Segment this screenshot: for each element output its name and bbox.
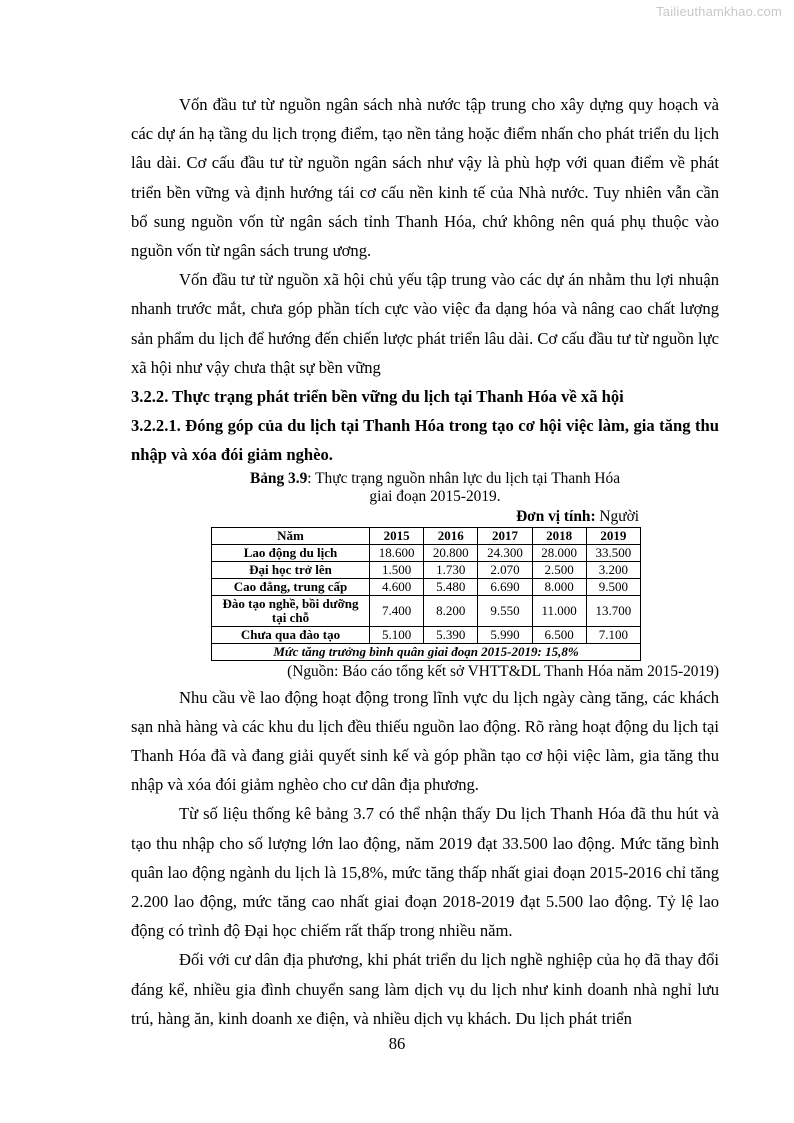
table-cell: 5.390	[424, 626, 478, 643]
table-cell: 8.200	[424, 595, 478, 626]
row-label: Lao động du lịch	[212, 544, 370, 561]
table-cell: 8.000	[532, 578, 586, 595]
table-caption	[131, 470, 719, 506]
header-2019: 2019	[586, 527, 640, 544]
section-heading: 3.2.2. Thực trạng phát triển bền vững du lịch tại Thanh Hóa về xã hội	[131, 387, 624, 407]
table-cell: 3.200	[586, 561, 640, 578]
table-cell: 7.100	[586, 626, 640, 643]
subsection-heading: 3.2.2.1. Đóng góp của du lịch tại Thanh Hóa trong tạo cơ hội việc làm, gia tăng thu nhập và xóa đói giảm nghèo.	[131, 416, 719, 465]
table-row	[212, 578, 641, 595]
paragraph-social-capital: Vốn đầu tư từ nguồn xã hội chủ yếu tập trung vào các dự án nhằm thu lợi nhuận nhanh trước mắt, chưa góp phần tích cực vào việc đa dạng hóa và nâng cao chất lượng sản phẩm du lịch để hướng đến chiến lược phát triển lâu dài. Cơ cấu đầu tư từ nguồn lực xã hội như vậy chưa thật sự bền vững	[131, 270, 719, 377]
header-2017: 2017	[478, 527, 532, 544]
table-cell: 5.990	[478, 626, 532, 643]
table-caption-label: Bảng 3.9	[249, 469, 308, 487]
table-row	[212, 595, 641, 626]
paragraph-state-budget: Vốn đầu tư từ nguồn ngân sách nhà nước tập trung cho xây dựng quy hoạch và các dự án hạ tầng du lịch trọng điểm, tạo nền tảng hoặc điểm nhấn cho phát triển du lịch lâu dài. Cơ cấu đầu tư từ nguồn ngân sách như vậy là phù hợp với quan điểm về phát triển bền vững và định hướng tái cơ cấu nền kinh tế của Nhà nước. Tuy nhiên vẫn cần bổ sung nguồn vốn từ ngân sách tỉnh Thanh Hóa, chứ không nên quá phụ thuộc vào nguồn vốn từ ngân sách trung ương.	[131, 95, 719, 261]
header-2016: 2016	[424, 527, 478, 544]
header-year: Năm	[212, 527, 370, 544]
table-row	[212, 544, 641, 561]
table-cell: 2.500	[532, 561, 586, 578]
table-footer: Mức tăng trưởng bình quân giai đoạn 2015-2019: 15,8%	[212, 643, 641, 660]
table-cell: 13.700	[586, 595, 640, 626]
watermark: Tailieuthamkhao.com	[656, 4, 782, 19]
row-label: Chưa qua đào tạo	[212, 626, 370, 643]
table-cell: 5.480	[424, 578, 478, 595]
document-body	[131, 90, 719, 1033]
row-label: Đào tạo nghề, bồi dưỡng tại chỗ	[212, 595, 370, 626]
table-header-row	[212, 527, 641, 544]
table-cell: 1.730	[424, 561, 478, 578]
table-footer-row	[212, 643, 641, 660]
row-label: Đại học trở lên	[212, 561, 370, 578]
table-cell: 18.600	[370, 544, 424, 561]
table-cell: 9.500	[586, 578, 640, 595]
table-unit	[131, 507, 719, 527]
table-row	[212, 626, 641, 643]
table-cell: 28.000	[532, 544, 586, 561]
table-cell: 9.550	[478, 595, 532, 626]
table-cell: 20.800	[424, 544, 478, 561]
table-cell: 6.500	[532, 626, 586, 643]
paragraph-statistics: Từ số liệu thống kê bảng 3.7 có thể nhận thấy Du lịch Thanh Hóa đã thu hút và tạo thu nhập cho số lượng lớn lao động, năm 2019 đạt 33.500 lao động. Mức tăng bình quân lao động ngành du lịch là 15,8%, mức tăng thấp nhất giai đoạn 2015-2016 chỉ tăng 2.200 lao động, mức tăng cao nhất giai đoạn 2018-2019 đạt 5.500 lao động. Tỷ lệ lao động có trình độ Đại học chiếm rất thấp trong nhiều năm.	[131, 804, 719, 941]
table-cell: 4.600	[370, 578, 424, 595]
header-2015: 2015	[370, 527, 424, 544]
table-cell: 1.500	[370, 561, 424, 578]
table-row	[212, 561, 641, 578]
table-cell: 5.100	[370, 626, 424, 643]
table-source: (Nguồn: Báo cáo tổng kết sở VHTT&DL Thanh Hóa năm 2015-2019)	[287, 662, 719, 680]
table-cell: 11.000	[532, 595, 586, 626]
table-cell: 33.500	[586, 544, 640, 561]
table-caption-line2: giai đoạn 2015-2019.	[369, 487, 501, 505]
paragraph-labour-demand: Nhu cầu về lao động hoạt động trong lĩnh vực du lịch ngày càng tăng, các khách sạn nhà hàng và các khu du lịch đều thiếu nguồn lao động. Rõ ràng hoạt động du lịch tại Thanh Hóa đã và đang giải quyết sinh kế và góp phần tạo cơ hội việc làm, gia tăng thu nhập và xóa đói giảm nghèo cho cư dân địa phương.	[131, 687, 719, 795]
unit-value: Người	[595, 507, 639, 525]
table-cell: 24.300	[478, 544, 532, 561]
row-label: Cao đẳng, trung cấp	[212, 578, 370, 595]
table-caption-text: : Thực trạng nguồn nhân lực du lịch tại Thanh Hóa	[307, 469, 621, 487]
unit-label: Đơn vị tính:	[516, 507, 596, 525]
header-2018: 2018	[532, 527, 586, 544]
page-number: 86	[388, 1034, 406, 1053]
paragraph-residents: Đối với cư dân địa phương, khi phát triển du lịch nghề nghiệp của họ đã thay đổi đáng kể, nhiều gia đình chuyển sang làm dịch vụ du lịch như kinh doanh nhà nghỉ lưu trú, hàng ăn, kinh doanh xe điện, và nhiều dịch vụ khách. Du lịch phát triển	[131, 950, 719, 1028]
table-cell: 2.070	[478, 561, 532, 578]
workforce-table	[211, 527, 641, 661]
table-cell: 6.690	[478, 578, 532, 595]
table-cell: 7.400	[370, 595, 424, 626]
